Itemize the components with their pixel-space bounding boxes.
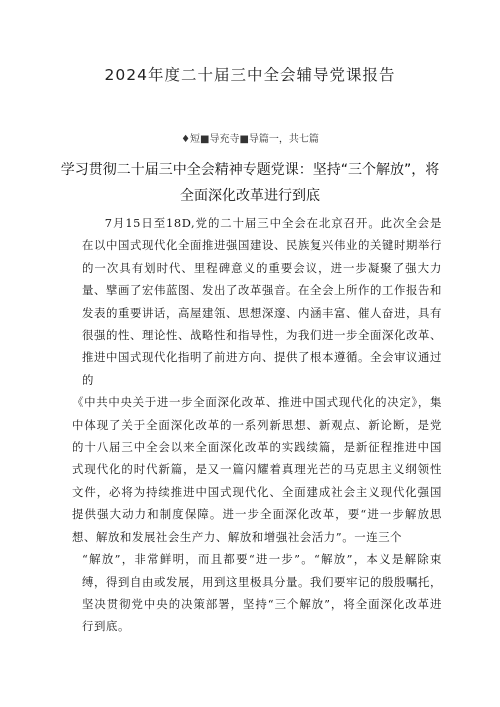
body-paragraph: 《中共中央关于进一步全面深化改革、推进中国式现代化的决定》，集中体现了关于全面深化改革的一系列新思想、新观点、新论断，是党的十八届三中全会以来全面深化改革的实践续篇，是新征程推进中国式现代化的时代新篇，是又一篇闪耀着真理光芒的马克思主义纲领性文件，必将为持续推进中国式现代化、全面建成社会主义现代化强国提供强大动力和制度保障。进一步全面深化改革，要“进一步解放思想、解放和发展社会生产力、解放和增强社会活力”。一连三个 xyxy=(72,395,442,544)
document-title: 2024年度二十届三中全会辅导党课报告 xyxy=(104,66,396,84)
article-title: 学习贯彻二十届三中全会精神专题党课：坚持“三个解放”，将全面深化改革进行到底 xyxy=(60,162,440,204)
document-meta-line: ♦短■导充寺■导篇一，共七篇 xyxy=(181,134,319,145)
body-paragraph: “解放”，非常鲜明，而且都要“进一步”。“解放”，本义是解除束缚，得到自由或发展，用到这里极具分量。我们要牢记的殷殷嘱托，坚决贯彻党中央的决策部署，坚持“三个解放”，将全面深化改革进行到底。 xyxy=(82,552,442,634)
article-body xyxy=(72,212,442,638)
body-paragraph: 7月15日至18D,党的二十届三中全会在北京召开。此次全会是在以中国式现代化全面推进强国建设、民族复兴伟业的关键时期举行的一次具有划时代、里程碑意义的重要会议，进一步凝聚了强大力量、擘画了宏伟蓝图、发出了改革强音。在全会上所作的工作报告和发表的重要讲话，高屋建瓴、思想深邃、内涵丰富、催人奋进，具有很强的性、理论性、战略性和指导性，为我们进一步全面深化改革、推进中国式现代化指明了前进方向、提供了根本遵循。全会审议通过的 xyxy=(82,216,442,387)
